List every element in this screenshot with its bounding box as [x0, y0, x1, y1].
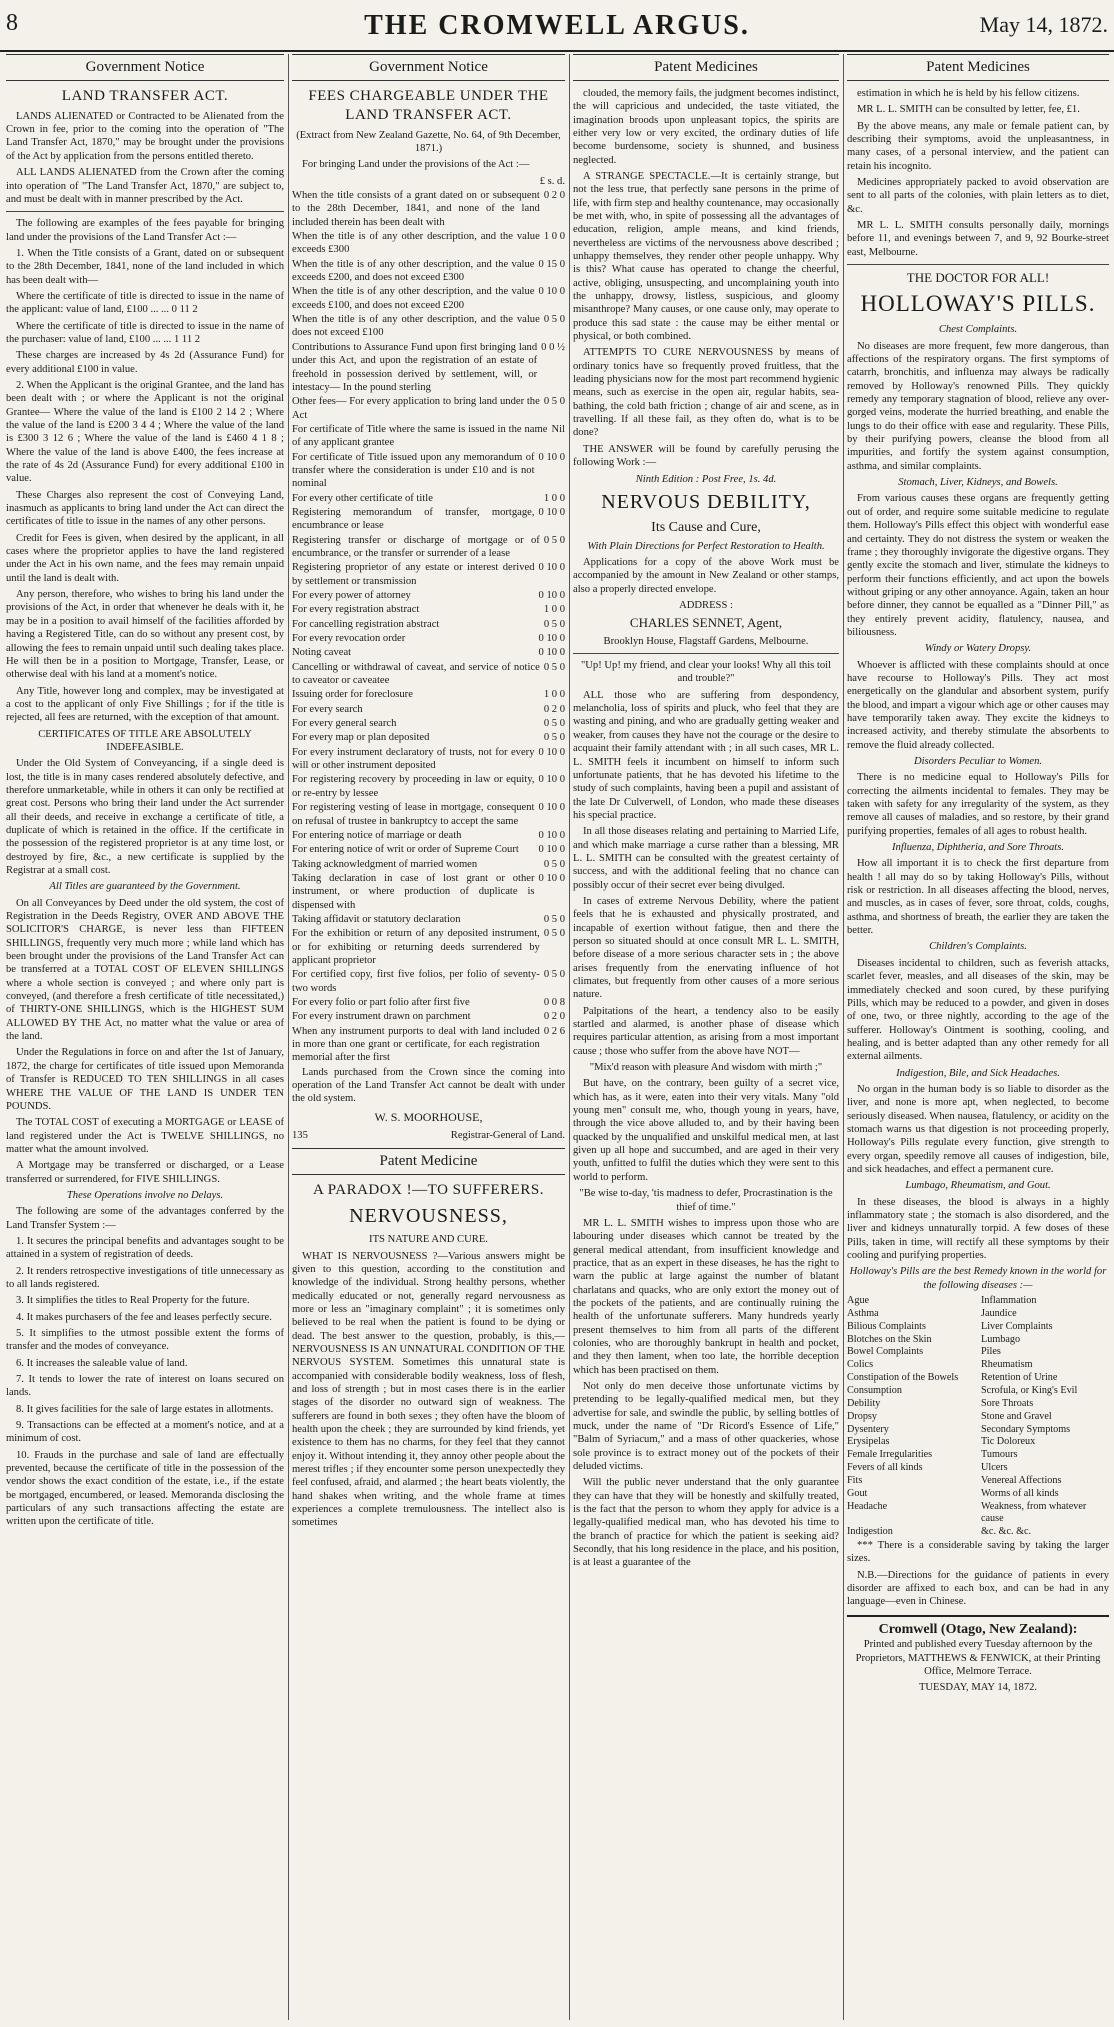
paragraph: Where the certificate of title is directed to issue in the name of the purchaser: value of land, £100 ... ... 1 11 2 [6, 320, 284, 345]
disease-item: Dropsy [847, 1410, 877, 1422]
list-item: 2. It renders retrospective investigations of title unnecessary as to all lands registered. [6, 1265, 284, 1290]
fee-row [292, 801, 565, 828]
disease-item: Retention of Urine [981, 1372, 1058, 1384]
fee-row [292, 968, 565, 995]
disease-item: Sore Throats [981, 1397, 1034, 1409]
note: N.B.—Directions for the guidance of patients in every disorder are affixed to each box, and can be had in any language—even in Chinese. [847, 1569, 1109, 1608]
fee-row [292, 927, 565, 967]
fee-row [292, 1010, 565, 1023]
fee-description: For every other certificate of title [292, 492, 433, 504]
fee-amount: 1 0 0 [543, 604, 565, 616]
paragraph: Under the Old System of Conveyancing, if a single deed is lost, the title is in many cases rendered absolutely defective, and therefore unmarketable, while in others it can only be rectified at great cost. Persons who bring their land under the Act surrender all their deeds, and receive in exchange a certificate of title, a duplicate of which is retained in the office. If the certificate in the possession of the registered proprietor is at any time lost, or destroyed by fire, &c., a new certificate is supplied by the Registrar at a small cost. [6, 758, 284, 876]
fee-description: When the title is of any other description, and the value exceeds £200, and does not exceed £300 [292, 258, 535, 284]
fee-description: Taking affidavit or statutory declaration [292, 913, 461, 925]
list-item: 9. Transactions can be effected at a moment's notice, and at a minimum of cost. [6, 1420, 284, 1445]
fee-amount: 1 0 0 [543, 231, 565, 243]
ad-kicker: THE DOCTOR FOR ALL! [906, 270, 1050, 286]
fee-amount: 0 10 0 [538, 774, 565, 786]
paragraph: Palpitations of the heart, a tendency also to be easily startled and alarmed, is another phase of disease which requires particular attention, as arising from a most important cause ; those who suffer from the above have NOT— [573, 1005, 839, 1057]
fee-amount: 0 10 0 [538, 633, 565, 645]
disease-item: Liver Complaints [981, 1320, 1053, 1332]
fee-row [292, 492, 565, 505]
paragraph: Where the certificate of title is directed to issue in the name of the applicant: value of land, £100 ... ... 0 11 2 [6, 290, 284, 316]
fee-description: For registering recovery by proceeding in law or equity, or re-entry by lessee [292, 774, 535, 799]
fee-amount: 0 5 0 [543, 314, 565, 326]
fee-description: When the title is of any other description, and the value exceeds £300 [292, 231, 540, 256]
fee-amount: 0 2 0 [543, 1011, 565, 1023]
fee-amount: 0 10 0 [538, 872, 565, 884]
agent-name: CHARLES SENNET, Agent, [629, 615, 783, 631]
fee-description: For every revocation order [292, 633, 406, 645]
fee-row [292, 1025, 565, 1065]
fee-row [292, 451, 565, 491]
fee-row [292, 646, 565, 659]
disease-item: Erysipelas [847, 1436, 890, 1448]
fee-amount: 0 5 0 [543, 969, 565, 981]
fee-description: For every registration abstract [292, 604, 420, 616]
fee-amount: 0 5 0 [543, 928, 565, 940]
disease-item: Colics [847, 1359, 874, 1371]
fee-row [292, 230, 565, 257]
fee-row [292, 661, 565, 688]
fee-description: For every power of attorney [292, 590, 411, 602]
fee-description: Other fees— For every application to bring land under the Act [292, 396, 540, 421]
subheading: Chest Complaints. [938, 324, 1018, 336]
fee-amount: 0 10 0 [538, 647, 565, 659]
quote: "Up! Up! my friend, and clear your looks! Why all this toil and trouble?" [580, 660, 832, 685]
divider [6, 211, 284, 212]
verse: "Mix'd reason with pleasure And wisdom with mirth ;" [589, 1062, 823, 1074]
paragraph: THE ANSWER will be found by carefully perusing the following Work :— [573, 443, 839, 469]
fee-description: For certificate of Title issued upon any memorandum of transfer where the consideration is under £10 and is not nominal [292, 451, 535, 490]
fee-row [292, 258, 565, 285]
fee-row [292, 773, 565, 800]
fee-amount: 0 5 0 [543, 618, 565, 630]
section-header: Patent Medicine [292, 1148, 565, 1175]
edition-line: Ninth Edition : Post Free, 1s. 4d. [635, 473, 777, 485]
subheading: Holloway's Pills are the best Remedy known in the world for the following diseases :— [849, 1266, 1107, 1291]
paragraph: The TOTAL COST of executing a MORTGAGE or LEASE of land registered under the Act is TWELVE SHILLINGS, no matter what the amount involved. [6, 1117, 284, 1155]
disease-item: &c. &c. &c. [981, 1526, 1032, 1538]
disease-item: Weakness, from whatever cause [981, 1500, 1087, 1525]
paragraph: clouded, the memory fails, the judgment becomes indistinct, the will capricious and undecided, the taste vitiated, the imagination broods upon unpleasant topics, the spirits are either very low or very excited, the ordinary duties of life become burdensome, society is shunned, and business neglected. [573, 87, 839, 166]
fee-description: For registering vesting of lease in mortgage, consequent on refusal of trustee in bankruptcy to accept the same [292, 802, 535, 827]
fee-amount: 0 5 0 [543, 661, 565, 673]
fee-description: When the title is of any other description, and the value does not exceed £100 [292, 314, 540, 339]
disease-item: Ague [847, 1295, 870, 1307]
subheading: Disorders Peculiar to Women. [913, 756, 1043, 768]
signature: W. S. MOORHOUSE, [374, 1109, 483, 1124]
paragraph: No organ in the human body is so liable to disorder as the liver, and none is more apt, when neglected, to become seriously diseased. When nausea, flatulency, or acidity on the stomach warns us that digestion is not proceeding properly, Holloway's Pills regulate every function, give strength to every organ, speedily remove all causes of indigestion, bile, and sick headaches, and effect a permanent cure. [847, 1083, 1109, 1175]
signer-office: Registrar-General of Land. [450, 1129, 565, 1141]
fee-description: For entering notice of marriage or death [292, 829, 462, 841]
fee-description: For every folio or part folio after first five [292, 996, 470, 1008]
book-description: With Plain Directions for Perfect Restoration to Health. [587, 540, 825, 552]
subheading: Influenza, Diphtheria, and Sore Throats. [892, 842, 1064, 854]
subheading: Lumbago, Rheumatism, and Gout. [905, 1180, 1051, 1192]
section-header: Patent Medicines [573, 54, 839, 81]
paragraph: Medicines appropriately packed to avoid observation are sent to all parts of the colonies, with plain letters as to diet, &c. [847, 176, 1109, 215]
paragraph: 1. When the Title consists of a Grant, dated on or subsequent to the 28th December, 1841, none of the land included in which has been dealt with— [6, 247, 284, 286]
ad-reference: 135 [292, 1129, 308, 1141]
disease-item: Venereal Affections [981, 1474, 1062, 1486]
fee-amount: 0 2 0 [543, 703, 565, 715]
subheading: Indigestion, Bile, and Sick Headaches. [896, 1067, 1060, 1079]
fee-row [292, 561, 565, 588]
paragraph: There is no medicine equal to Holloway's Pills for correcting the ailments incidental to females. They may be taken with safety for any irregularity of the system, as they remove all causes of maladies, and so restore, by their grand purifying properties, females of all ages to robust health. [847, 772, 1109, 837]
paragraph: Whoever is afflicted with these complaints should at once have recourse to Holloway's Pills. They act most energetically on the glandular and absorbent system, purify the blood, and impart a vigour which age or other causes may have temporarily taken away. They excite the kidneys to increased activity, and thereby stimulate the absorbents to remove the fluid already collected. [847, 659, 1109, 751]
disease-item: Indigestion [847, 1526, 893, 1538]
disease-item: Tic Doloreux [981, 1436, 1036, 1448]
fee-description: For cancelling registration abstract [292, 618, 440, 630]
disease-item: Lumbago [981, 1333, 1021, 1345]
paragraph: In all those diseases relating and pertaining to Married Life, and which make marriage a curse rather than a blessing, MR L. L. SMITH can be consulted with the greatest certainty of success, and with the additional feeling that no chance can possibly occur of their secret ever being divulged. [573, 826, 839, 891]
fee-row [292, 534, 565, 561]
disease-item: Secondary Symptoms [981, 1423, 1071, 1435]
paragraph: Not only do men deceive those unfortunate victims by pretending to be legally-qualified medical men, but they advertise for sale, and swindle the public, by selling bottles of muck, under the name of "Dr Ricord's Essence of Life," "Balm of Syriacum," and a mass of other quackeries, whose sole province is to extract money out of the pockets of their deluded victims. [573, 1380, 839, 1473]
paragraph: By the above means, any male or female patient can, by describing their symptoms, avoid the unpleasantness, in many cases, of a personal interview, and the patient can retain his incognito. [847, 120, 1109, 172]
disease-item: Fits [847, 1474, 863, 1486]
paragraph: ALL those who are suffering from despondency, melancholia, loss of spirits and pluck, who feel that they are wasting and pining, and who are gradually getting weaker and weaker, from causes they have not the courage or the desire to acquaint their family attendant with ; in all such cases, MR L. L. SMITH feels it incumbent on himself to inform such unfortunate patients, that he has devoted his lifetime to the study of such complaints, having been a pupil and assistant of the late Dr Culverwell, of London, who made these diseases his special practice. [573, 689, 839, 821]
fee-amount: 0 2 6 [543, 1025, 565, 1037]
fee-amount: 0 5 0 [543, 396, 565, 408]
imprint-text: Printed and published every Tuesday afternoon by the Proprietors, MATTHEWS & FENWICK, at their Printing Office, Melmore Terrace. [855, 1639, 1101, 1678]
fee-description: Taking acknowledgment of married women [292, 858, 478, 870]
subheading: Stomach, Liver, Kidneys, and Bowels. [898, 477, 1058, 489]
paragraph: For bringing Land under the provisions of the Act :— [302, 159, 530, 171]
fee-description: When the title is of any other description, and the value exceeds £100, and does not exceed £200 [292, 286, 535, 311]
fee-row [292, 858, 565, 871]
fee-amount: 0 10 0 [538, 451, 565, 463]
fee-description: Registering transfer or discharge of mortgage or of encumbrance, or the transfer or surrender of a lease [292, 534, 540, 559]
paragraph: Diseases incidental to children, such as feverish attacks, scarlet fever, measles, and all diseases of the skin, may be immediately checked and soon cured, by these purifying Pills, which may be reduced to a powder, and given in doses of one, two, or three nightly, according to the age of the sufferer. Holloway's Ointment is soothing, cooling, and healing, and is better adapted than any other remedy for all external ailments. [847, 957, 1109, 1063]
fee-description: Cancelling or withdrawal of caveat, and service of notice to caveator or caveatee [292, 661, 540, 687]
disease-list [847, 1295, 1109, 1539]
paragraph: The following are examples of the fees payable for bringing land under the provisions of the Land Transfer Act :— [6, 218, 284, 243]
fee-row [292, 829, 565, 842]
list-item: 10. Frauds in the purchase and sale of land are effectually prevented, because the certificate of title in the possession of the vendor shows the exact condition of the estate, i.e., if the estate be mortgaged, encumbered, or leased. Memoranda disclosing the particulars of any such transactions affecting the estate are written upon the certificate of title. [6, 1449, 284, 1528]
disease-item: Stone and Gravel [981, 1410, 1052, 1422]
disease-item: Inflammation [981, 1295, 1037, 1307]
paragraph: From various causes these organs are frequently getting out of order, and require some suitable medicine to regulate them. Holloway's Pills effect this object with wonderful ease and certainty. They do not distress the system or weaken the frame ; they thoroughly invigorate the digestive organs. They gently excite the stomach and liver, stimulate the kidneys to perform their functions efficiently, and act upon the bowels without griping or any other annoyance. Again, taken an hour before dinner, they cannot be equalled as a "Dinner Pill," as they entirely prevent acidity, flatulency, nausea, and biliousness. [847, 493, 1109, 638]
list-item: 3. It simplifies the titles to Real Property for the future. [16, 1295, 250, 1307]
fee-amount: 0 10 0 [538, 506, 565, 518]
fee-amount: 0 0 8 [543, 996, 565, 1008]
fee-row [292, 618, 565, 631]
article-title: LAND TRANSFER ACT. [61, 87, 229, 104]
paragraph: A Mortgage may be transferred or discharged, or a Lease transferred or surrendered, for FIVE SHILLINGS. [6, 1160, 284, 1185]
disease-item: Headache [847, 1500, 888, 1512]
disease-item: Piles [981, 1346, 1001, 1358]
fee-description: Contributions to Assurance Fund upon first bringing land under this Act, and upon the registration of an estate of freehold in possession derived by settlement, will, or intestacy— In the pound sterling [292, 341, 538, 393]
column-2 [292, 54, 565, 2020]
subheading: Windy or Watery Dropsy. [924, 643, 1032, 655]
fee-row [292, 313, 565, 340]
fee-amount: 0 10 0 [538, 802, 565, 814]
fee-amount: 0 5 0 [543, 913, 565, 925]
paragraph: Will the public never understand that the only guarantee they can have that they will be honestly and skilfully treated, is the fact that the person to whom they apply for advice is a legally-qualified medical man, who has devoted his time to the branch of practice for which the patient is seeking aid? Secondly, that his long residence in the place, and his position, is at least a guarantee of the [573, 1477, 839, 1569]
paragraph: Credit for Fees is given, when desired by the applicant, in all cases where the proprietor applies to have the land registered under the Act in his own name, and the fees may remain unpaid until the land is dealt with. [6, 532, 284, 584]
disease-item: Dysentery [847, 1423, 889, 1435]
fee-row [292, 843, 565, 856]
fee-description: When any instrument purports to deal with land included in more than one grant or certificate, for each registration memorial after the first [292, 1025, 540, 1064]
column-1 [6, 54, 284, 2020]
masthead [0, 0, 1114, 48]
imprint [847, 1615, 1109, 1695]
fee-row [292, 688, 565, 701]
fee-description: For certificate of Title where the same is issued in the name of any applicant grantee [292, 423, 548, 449]
list-item: 1. It secures the principal benefits and advantages sought to be attained in a system of registration of deeds. [6, 1235, 284, 1261]
fee-description: For the exhibition or return of any deposited instrument, or for exhibiting or returning deeds surrendered by applicant proprietor [292, 928, 540, 966]
paragraph: Any person, therefore, who wishes to bring his land under the provisions of the Act, in order that whenever he deals with it, he may be in a position to avail himself of the facilities afforded by having a Registered Title, can do so without any present cost, by allowing the fees to remain unpaid until such dealing takes place. He will then be in a position to Mortgage, Transfer, Lease, or otherwise deal with his land at a moment's notice. [6, 589, 284, 681]
paragraph: Any Title, however long and complex, may be investigated at a cost to the applicant of only Five Shillings ; for if the title is rejected, all fees are returned, with the exception of that amount. [6, 685, 284, 724]
column-rule [288, 54, 289, 2020]
paragraph: In these diseases, the blood is always in a highly inflammatory state ; the stomach is also disordered, and the liver and kidneys unnaturally torpid. A few doses of these Pills, taken in time, will rectify all these symptoms by their cooling and purifying properties. [847, 1196, 1109, 1262]
article-title: FEES CHARGEABLE UNDER THE LAND TRANSFER ACT. [308, 87, 549, 123]
disease-item: Debility [847, 1397, 881, 1409]
fee-amount: Nil [551, 423, 565, 435]
fee-row [292, 746, 565, 773]
paragraph: No diseases are more frequent, few more dangerous, than affections of the respiratory organs. The first symptoms of catarrh, bronchitis, and influenza may always be radically removed by Holloway's renowned Pills. They quickly remedy any temporary stagnation of blood, relieve any over-gorged veins, moderate the hurried breathing, and enable the lungs to do their office with ease and regularity. These Pills, by their purifying powers, cleanse the blood from all impurities, and fortify the system against consumption, asthma, and similar complaints. [847, 340, 1109, 472]
column-rule [569, 54, 570, 2020]
ad-title: HOLLOWAY'S PILLS. [860, 291, 1096, 317]
fee-row [292, 996, 565, 1009]
subheading: These Operations involve no Delays. [66, 1189, 224, 1201]
disease-item: Rheumatism [981, 1359, 1033, 1371]
page-number: 8 [6, 10, 18, 36]
fee-description: Noting caveat [292, 647, 352, 659]
fee-amount: 0 5 0 [543, 858, 565, 870]
fee-description: For every instrument declaratory of trusts, not for every will or other instrument deposited [292, 746, 535, 772]
fee-amount: 0 5 0 [543, 732, 565, 744]
list-item: 8. It gives facilities for the sale of large estates in allotments. [16, 1403, 274, 1415]
paragraph: These Charges also represent the cost of Conveying Land, inasmuch as applicants to bring land under the Act can direct the certificates of title to issue in the names of any other persons. [6, 489, 284, 528]
fee-amount: 0 10 0 [538, 829, 565, 841]
fee-row [292, 589, 565, 602]
fee-amount: 0 10 0 [538, 590, 565, 602]
paragraph: WHAT IS NERVOUSNESS ?—Various answers might be given to this question, according to the constitution and knowledge of the individual. Strong healthy persons, whether medically educated or not, generally regard nervousness as more or less an "imaginary complaint" ; it is sometimes only believed to be real when the patient is found to be dying or dead. The best answer to the question, probably, is this,—NERVOUSNESS IS AN UNNATURAL CONDITION OF THE NERVOUS SYSTEM. Sometimes this unnatural state is accompanied with considerable bodily weakness, loss of flesh, and loss of strength ; but in most cases there is in the earlier stages of the disorder no outward sign of weakness. The sufferers are found in both sexes ; they often have the bloom of health upon the cheek ; they are surrounded by kind friends, yet existence to them has no charms, for they feel that they cannot enjoy it. Without intending it, they annoy other people about the merest trifles ; if they encounter some person unexpectedly they feel confused, afraid, and alarmed ; the heart beats violently, the hand shakes when writing, and the whole frame at times experiences a complete tremulousness. The intellect also is sometimes [292, 1250, 565, 1529]
fee-amount: 0 10 0 [538, 286, 565, 298]
fee-description: Taking declaration in case of lost grant or other instrument, or where production of duplicate is dispensed with [292, 872, 535, 911]
disease-item: Fevers of all kinds [847, 1462, 923, 1474]
imprint-date: TUESDAY, MAY 14, 1872. [918, 1682, 1038, 1694]
subtitle: (Extract from New Zealand Gazette, No. 64, of 9th December, 1871.) [296, 129, 561, 155]
section-header: Patent Medicines [847, 54, 1109, 81]
address-label: ADDRESS : [679, 600, 733, 612]
imprint-title: Cromwell (Otago, New Zealand): [878, 1621, 1078, 1637]
fee-row [292, 632, 565, 645]
fee-row [292, 506, 565, 533]
fee-amount: 1 0 0 [543, 492, 565, 504]
fee-description: For every general search [292, 718, 397, 730]
disease-item: Bilious Complaints [847, 1320, 926, 1332]
paragraph: Applications for a copy of the above Work must be accompanied by the amount in New Zealand or other stamps, also a properly directed envelope. [573, 557, 839, 595]
ad-title: NERVOUSNESS, [349, 1204, 508, 1227]
subheading: All Titles are guaranteed by the Government. [49, 881, 241, 893]
column-3 [573, 54, 839, 2020]
paragraph: In cases of extreme Nervous Debility, where the patient feels that he is exhausted and physically prostrated, and incapable of exertion without fatigue, then and there the person so situated should at once consult MR L. L. SMITH, before disease of a more serious character sets in ; the above arises frequently from the enervating influence of hot climates, but frequently from other causes of a more serious nature. [573, 895, 839, 1001]
disease-item: Ulcers [981, 1462, 1008, 1474]
book-subtitle: Its Cause and Cure, [651, 520, 761, 536]
fee-description: For every search [292, 703, 363, 715]
section-header: Government Notice [292, 54, 565, 81]
section-header: Government Notice [6, 54, 284, 81]
paragraph: 2. When the Applicant is the original Grantee, and the land has been dealt with ; or where the Applicant is not the original Grantee— Where the value of the land is £100 2 14 2 ; Where the value of the land is £200 3 4 4 ; Where the value of the land is £300 3 12 6 ; Where the value of the land is £460 4 1 8 ; Where the value of the land is above £400, the fees increase at the rate of 4s 2d (Assurance Fund) for every additional £100 in value. [6, 379, 284, 485]
list-item: 4. It makes purchasers of the fee and leases perfectly secure. [16, 1311, 272, 1323]
fee-amount: 0 5 0 [543, 534, 565, 546]
list-item: 5. It simplifies to the utmost possible extent the forms of transfer and the modes of conveyance. [6, 1328, 284, 1353]
paragraph: estimation in which he is held by his fellow citizens. [857, 87, 1080, 99]
divider [847, 264, 1109, 265]
fee-row [292, 189, 565, 229]
paragraph: ALL LANDS ALIENATED from the Crown after the coming into operation of "The Land Transfer Act, 1870," are subject to, and must be dealt with in manner prescribed by the Act. [6, 167, 284, 205]
paragraph: MR L. L. SMITH consults personally daily, mornings before 11, and evenings between 7, and 9, 92 Bourke-street east, Melbourne. [847, 219, 1109, 258]
fee-row [292, 395, 565, 422]
fee-row [292, 285, 565, 312]
fee-unit-header: £ s. d. [539, 175, 565, 187]
fee-row [292, 703, 565, 716]
ad-headline: A PARADOX !—TO SUFFERERS. [313, 1182, 544, 1199]
signature-line [292, 1129, 565, 1142]
disease-item: Scrofula, or King's Evil [981, 1384, 1078, 1396]
fee-amount: 0 15 0 [538, 258, 565, 270]
paragraph: These charges are increased by 4s 2d (Assurance Fund) for every additional £100 in value. [6, 350, 284, 375]
paragraph: On all Conveyances by Deed under the old system, the cost of Registration in the Deeds Registry, OVER AND ABOVE THE SOLICITOR'S CHARGE, is never less than FIFTEEN SHILLINGS, frequently very much more ; while land which has been brought under the provisions of the Land Transfer Act can be transferred at a TOTAL COST OF ELEVEN SHILLINGS where a whole section is conveyed ; and where only part is conveyed, (and therefore a fresh certificate of title necessitated,) of THIRTY-ONE SHILLINGS, which is the HIGHEST SUM ALLOWED BY THE Act, no matter what the value or area of the land. [6, 897, 284, 1043]
fee-row [292, 603, 565, 616]
disease-item: Consumption [847, 1384, 902, 1396]
fee-description: For entering notice of writ or order of Supreme Court [292, 844, 519, 856]
fee-description: Registering proprietor of any estate or interest derived by settlement or transmission [292, 562, 535, 587]
agent-address: Brooklyn House, Flagstaff Gardens, Melbourne. [603, 635, 809, 647]
disease-item: Blotches on the Skin [847, 1333, 932, 1345]
subheading: CERTIFICATES OF TITLE ARE ABSOLUTELY INDEFEASIBLE. [38, 728, 252, 753]
fee-description: For certified copy, first five folios, per folio of seventy-two words [292, 969, 540, 994]
column-4 [847, 54, 1109, 2020]
list-item: 7. It tends to lower the rate of interest on loans secured on lands. [6, 1374, 284, 1399]
paragraph: But have, on the contrary, been guilty of a secret vice, which has, as it were, eaten into their very vitals. Many "old young men" consult me, who, though young in years, have, through the vice above alluded to, and by their having been quacked by the unqualified and unskilful medical men, at last given up all hope and succumbed, and are aged in their very youth, unfitted to fulfil the duties which they were sent to this world to perform. [573, 1078, 839, 1183]
paragraph: The following are some of the advantages conferred by the Land Transfer System :— [6, 1206, 284, 1231]
disease-item: Tumours [981, 1449, 1018, 1461]
fee-amount: 0 10 0 [538, 562, 565, 574]
fee-description: Issuing order for foreclosure [292, 689, 413, 701]
verse: "Be wise to-day, 'tis madness to defer, Procrastination is the thief of time." [579, 1188, 833, 1213]
fee-amount: 0 0 ½ [541, 341, 565, 353]
fee-amount: 1 0 0 [543, 689, 565, 701]
fee-amount: 0 10 0 [538, 746, 565, 758]
ad-subtitle: ITS NATURE AND CURE. [369, 1234, 488, 1246]
disease-item: Asthma [847, 1307, 879, 1319]
masthead-rule [0, 50, 1114, 52]
disease-item: Gout [847, 1487, 868, 1499]
newspaper-name: THE CROMWELL ARGUS. [364, 10, 750, 41]
disease-item: Constipation of the Bowels [847, 1372, 959, 1384]
disease-item: Worms of all kinds [981, 1487, 1059, 1499]
disease-item: Female Irregularities [847, 1449, 933, 1461]
fee-description: When the title consists of a grant dated on or subsequent to the 28th December, 1841, and none of the land included therein has been dealt with [292, 190, 540, 228]
fee-amount: 0 10 0 [538, 844, 565, 856]
issue-date: May 14, 1872. [979, 12, 1108, 37]
fee-list [292, 189, 565, 1065]
fee-row [292, 913, 565, 926]
book-title: NERVOUS DEBILITY, [601, 490, 811, 513]
fee-description: For every map or plan deposited [292, 732, 430, 744]
fee-description: For every instrument drawn on parchment [292, 1011, 471, 1023]
column-rule [843, 54, 844, 2020]
note: *** There is a considerable saving by taking the larger sizes. [847, 1540, 1109, 1565]
disease-item: Jaundice [981, 1307, 1017, 1319]
fee-amount: 0 2 0 [543, 190, 565, 202]
fee-row [292, 341, 565, 394]
fee-row [292, 717, 565, 730]
disease-item: Bowel Complaints [847, 1346, 924, 1358]
paragraph: Under the Regulations in force on and after the 1st of January, 1872, the charge for certificates of title issued upon Memoranda of Transfer is REDUCED TO TEN SHILLINGS in all cases WHERE THE VALUE OF THE LAND IS UNDER TEN POUNDS. [6, 1047, 284, 1112]
fee-row [292, 731, 565, 744]
paragraph: MR L. L. SMITH wishes to impress upon those who are labouring under diseases which cannot be treated by the general medical attendant, from insufficient knowledge and practice, that as an expert in these diseases, he has the right to warn the public at large against the number of blatant charlatans and quacks, who are only extort the money out of the pockets of the patients, and are continually ruining the health of the unfortunate sufferers. Many hundreds yearly present themselves to him from all parts of the different colonies, who are thoroughly bankrupt in health and pocket, and they then lament, when too late, the horrible deception which has been practised on them. [573, 1217, 839, 1376]
paragraph: ATTEMPTS TO CURE NERVOUSNESS by means of ordinary tonics have so frequently proved fruitless, that the leading physicians now for the most part recommend hygienic means, such as exercise in the open air, regular habits, sea-bathing, the cold bath friction ; change of air and scene, as in travelling. If all these fail, as they often do, what is to be done? [573, 347, 839, 439]
fee-row [292, 423, 565, 450]
paragraph: How all important it is to check the first departure from health ! all may do so by taking Holloway's Pills, without risk or restriction. In all diseases affecting the blood, nerves, and muscles, as in cases of fever, sore throat, colds, coughs, asthma, and shortness of breath, the earlier they are taken the better. [847, 858, 1109, 937]
paragraph: A STRANGE SPECTACLE.—It is certainly strange, but not the less true, that perfectly sane persons in the prime of life, with firm step and healthy countenance, may occasionally be met with, who, in spite of possessing all the advantages of education, religion, ample means, and kind friends, nevertheless are victims of the nervousness above described ; unhappy themselves, they render other people unhappy. Why is this? What cause has operated to change the cheerful, active, obliging, unsuspecting, and uncomplaining youth into the unhappy, drowsy, listless, suspicious, and gloomy misanthrope? Many causes, or one cause only, may operate to produce this sad state : the cause may be either mental or physical, or both combined. [573, 170, 839, 343]
fee-amount: 0 5 0 [543, 718, 565, 730]
subheading: Children's Complaints. [929, 941, 1027, 953]
divider [573, 653, 839, 654]
paragraph: Lands purchased from the Crown since the coming into operation of the Land Transfer Act cannot be dealt with under the old system. [292, 1066, 565, 1105]
paragraph: MR L. L. SMITH can be consulted by letter, fee, £1. [857, 104, 1080, 116]
fee-row [292, 872, 565, 912]
paragraph: LANDS ALIENATED or Contracted to be Alienated from the Crown in fee, prior to the coming into the operation of "The Land Transfer Act, 1870," may be brought under the provisions of the Act by application from the persons entitled thereto. [6, 110, 284, 162]
list-item: 6. It increases the saleable value of land. [16, 1357, 188, 1369]
fee-description: Registering memorandum of transfer, mortgage, encumbrance or lease [292, 506, 535, 532]
